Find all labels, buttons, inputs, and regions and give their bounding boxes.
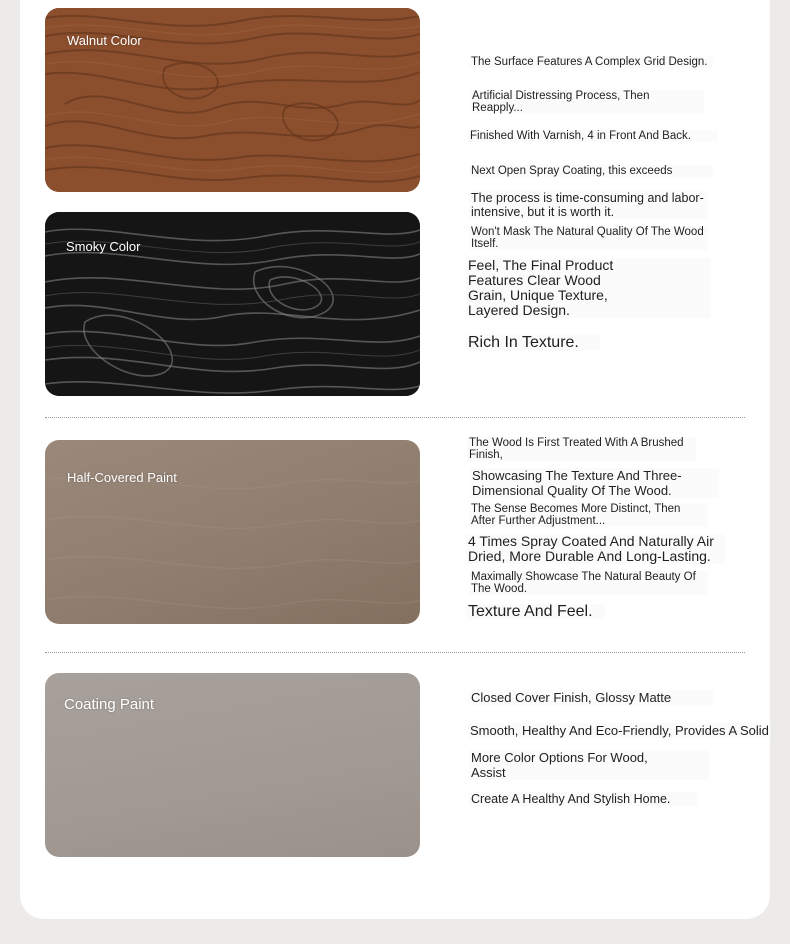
swatch-label-coating: Coating Paint — [64, 696, 155, 713]
swatch-label-smoky: Smoky Color — [66, 239, 141, 254]
walnut-smoky-text-5: The process is time-consuming and labor-intensive, but it is worth it. — [469, 191, 708, 219]
walnut-smoky-text-3: Finished With Varnish, 4 in Front And Back. — [468, 130, 717, 142]
section-divider-2 — [45, 652, 745, 653]
half-covered-text-1: The Wood Is First Treated With A Brushed Finish, — [467, 437, 696, 461]
smoky-color-swatch — [45, 212, 420, 396]
walnut-smoky-text-4: Next Open Spray Coating, this exceeds — [469, 165, 713, 177]
walnut-color-swatch — [45, 8, 420, 192]
swatch-label-walnut: Walnut Color — [67, 33, 142, 48]
coating-text-2: Smooth, Healthy And Eco-Friendly, Provides A Solid — [470, 723, 769, 738]
walnut-smoky-text-1: The Surface Features A Complex Grid Design. — [469, 56, 713, 68]
swatch-label-half-covered: Half-Covered Paint — [67, 470, 177, 485]
half-covered-grain-texture — [45, 440, 420, 624]
coating-text-4: Create A Healthy And Stylish Home. — [469, 792, 698, 806]
coating-text-1: Closed Cover Finish, Glossy Matte — [469, 690, 713, 705]
coating-text-3: More Color Options For Wood, Assist — [469, 750, 709, 780]
half-covered-text-6: Texture And Feel. — [466, 604, 605, 619]
coating-paint-swatch — [45, 673, 420, 857]
walnut-smoky-text-6: Won't Mask The Natural Quality Of The Wood Itself. — [469, 226, 708, 250]
half-covered-paint-swatch — [45, 440, 420, 624]
walnut-smoky-text-8: Rich In Texture. — [466, 335, 600, 351]
walnut-smoky-text-2: Artificial Distressing Process, Then Reapply... — [470, 90, 704, 114]
half-covered-text-5: Maximally Showcase The Natural Beauty Of The Wood. — [469, 571, 708, 595]
walnut-smoky-text-7: Feel, The Final Product Features Clear Wood Grain, Unique Texture, Layered Design. — [466, 258, 711, 318]
half-covered-text-3: The Sense Becomes More Distinct, Then After Further Adjustment... — [469, 503, 708, 527]
section-divider-1 — [45, 417, 745, 418]
half-covered-text-4: 4 Times Spray Coated And Naturally Air Dried, More Durable And Long-Lasting. — [466, 534, 725, 564]
half-covered-text-2: Showcasing The Texture And Three-Dimensional Quality Of The Wood. — [470, 468, 719, 498]
